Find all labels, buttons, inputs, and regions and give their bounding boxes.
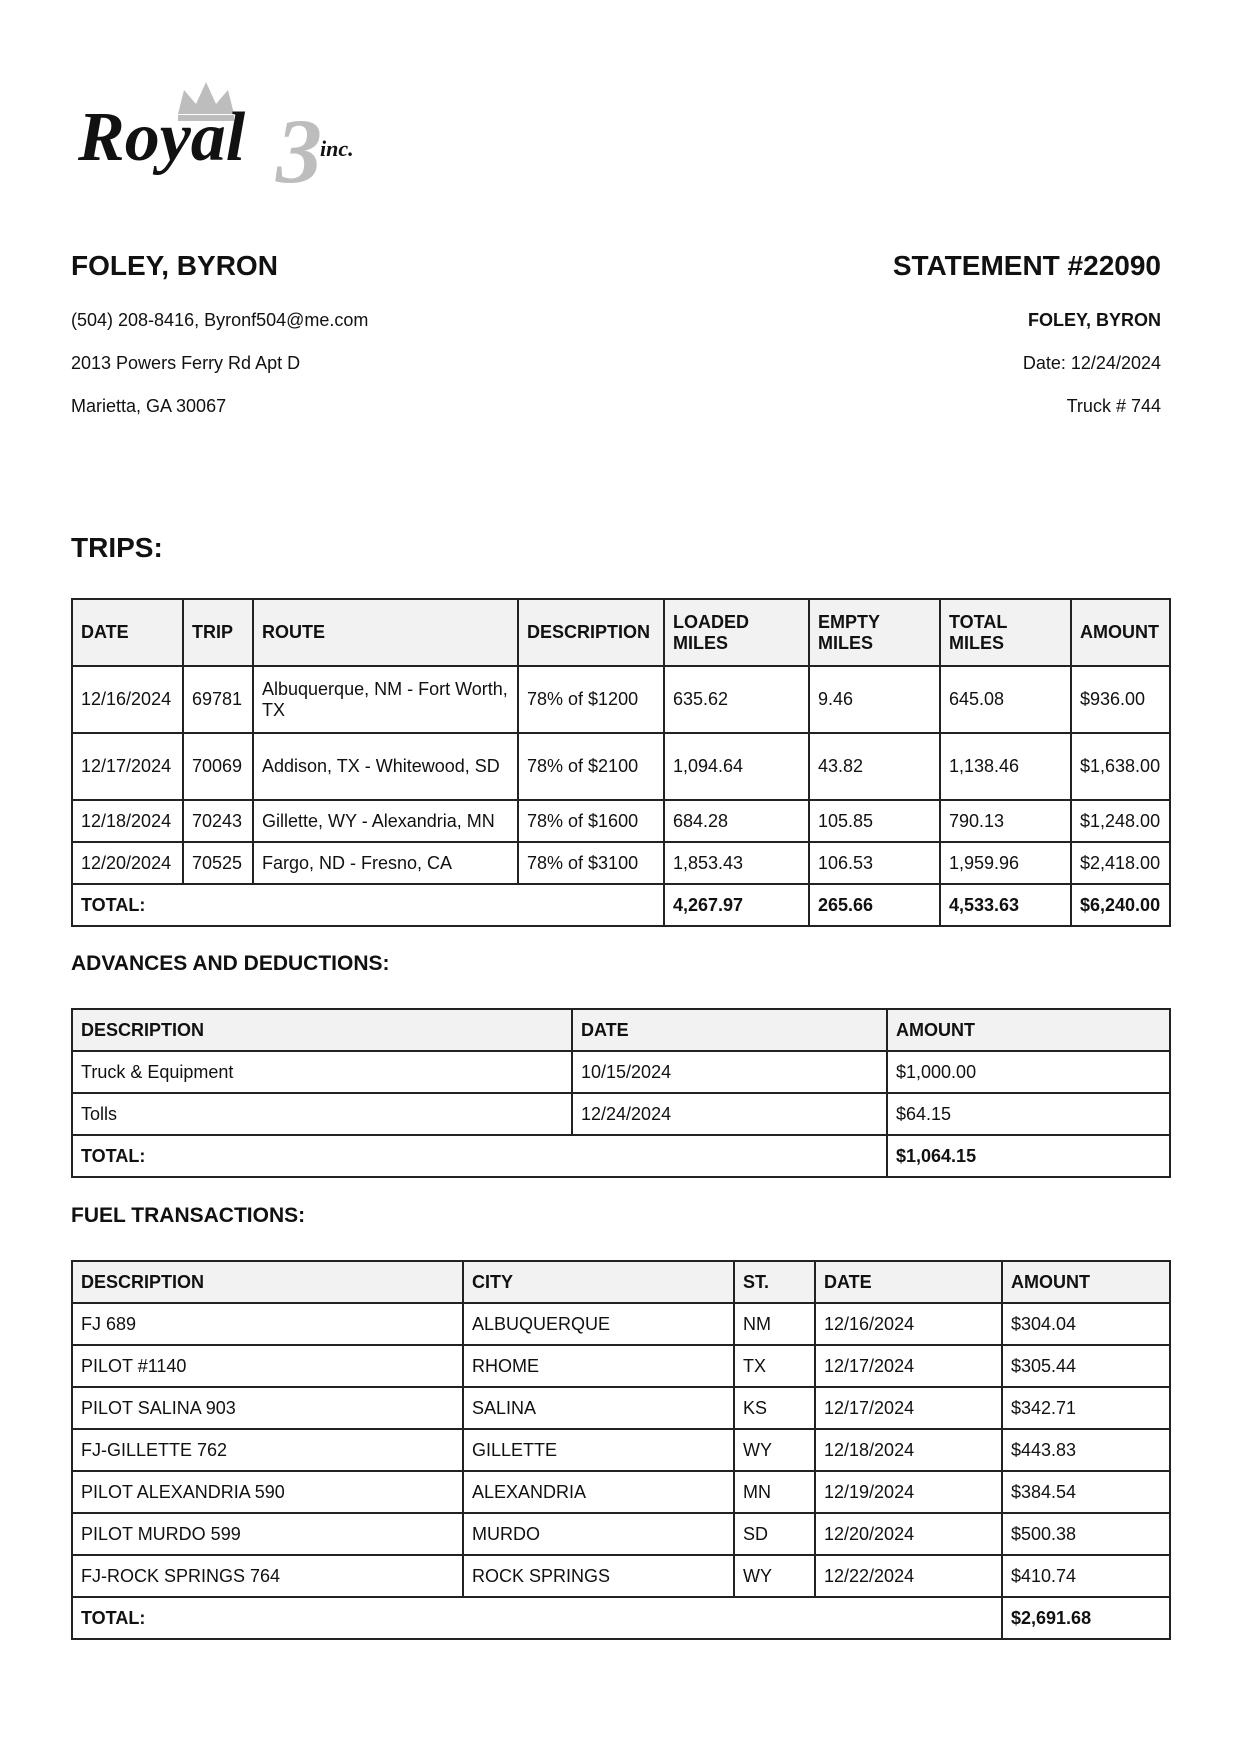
total-amount: $1,064.15 bbox=[887, 1135, 1170, 1177]
advances-title: ADVANCES AND DEDUCTIONS: bbox=[71, 952, 390, 975]
fuel-state: MN bbox=[734, 1471, 815, 1513]
logo-numeral: 3 bbox=[276, 100, 322, 190]
col-date: DATE bbox=[572, 1009, 887, 1051]
driver-address-line2: Marietta, GA 30067 bbox=[71, 396, 227, 416]
total-empty-miles: 265.66 bbox=[809, 884, 940, 926]
trip-loaded-miles: 1,853.43 bbox=[664, 842, 809, 884]
trip-number: 70069 bbox=[183, 733, 253, 800]
table-row bbox=[72, 1429, 1170, 1471]
col-description: DESCRIPTION bbox=[72, 1261, 463, 1303]
trip-empty-miles: 105.85 bbox=[809, 800, 940, 842]
trip-empty-miles: 43.82 bbox=[809, 733, 940, 800]
trip-description: 78% of $3100 bbox=[518, 842, 664, 884]
advance-description: Truck & Equipment bbox=[72, 1051, 572, 1093]
trip-amount: $1,248.00 bbox=[1071, 800, 1170, 842]
fuel-state: TX bbox=[734, 1345, 815, 1387]
col-description: DESCRIPTION bbox=[518, 599, 664, 666]
advance-description: Tolls bbox=[72, 1093, 572, 1135]
col-date: DATE bbox=[815, 1261, 1002, 1303]
table-row bbox=[72, 842, 1170, 884]
col-amount: AMOUNT bbox=[1071, 599, 1170, 666]
total-total-miles: 4,533.63 bbox=[940, 884, 1071, 926]
trips-table bbox=[71, 598, 1171, 927]
table-row bbox=[72, 1555, 1170, 1597]
driver-name: FOLEY, BYRON bbox=[71, 250, 278, 281]
advances-total-row bbox=[72, 1135, 1170, 1177]
fuel-amount: $500.38 bbox=[1002, 1513, 1170, 1555]
trip-route: Gillette, WY - Alexandria, MN bbox=[253, 800, 518, 842]
fuel-state: KS bbox=[734, 1387, 815, 1429]
fuel-amount: $342.71 bbox=[1002, 1387, 1170, 1429]
total-loaded-miles: 4,267.97 bbox=[664, 884, 809, 926]
fuel-amount: $384.54 bbox=[1002, 1471, 1170, 1513]
fuel-date: 12/19/2024 bbox=[815, 1471, 1002, 1513]
trip-total-miles: 1,138.46 bbox=[940, 733, 1071, 800]
trip-number: 70243 bbox=[183, 800, 253, 842]
trip-total-miles: 790.13 bbox=[940, 800, 1071, 842]
total-label: TOTAL: bbox=[72, 884, 664, 926]
fuel-state: WY bbox=[734, 1429, 815, 1471]
fuel-state: SD bbox=[734, 1513, 815, 1555]
trip-description: 78% of $1600 bbox=[518, 800, 664, 842]
trip-route: Fargo, ND - Fresno, CA bbox=[253, 842, 518, 884]
trip-description: 78% of $1200 bbox=[518, 666, 664, 733]
trip-loaded-miles: 635.62 bbox=[664, 666, 809, 733]
trip-total-miles: 1,959.96 bbox=[940, 842, 1071, 884]
fuel-amount: $304.04 bbox=[1002, 1303, 1170, 1345]
advance-date: 12/24/2024 bbox=[572, 1093, 887, 1135]
col-loaded-miles: LOADED MILES bbox=[664, 599, 809, 666]
fuel-city: GILLETTE bbox=[463, 1429, 734, 1471]
fuel-date: 12/16/2024 bbox=[815, 1303, 1002, 1345]
col-amount: AMOUNT bbox=[887, 1009, 1170, 1051]
fuel-total-row bbox=[72, 1597, 1170, 1639]
fuel-date: 12/22/2024 bbox=[815, 1555, 1002, 1597]
fuel-date: 12/17/2024 bbox=[815, 1345, 1002, 1387]
fuel-description: PILOT ALEXANDRIA 590 bbox=[72, 1471, 463, 1513]
fuel-description: FJ-GILLETTE 762 bbox=[72, 1429, 463, 1471]
table-row bbox=[72, 1345, 1170, 1387]
col-trip: TRIP bbox=[183, 599, 253, 666]
fuel-description: FJ 689 bbox=[72, 1303, 463, 1345]
col-amount: AMOUNT bbox=[1002, 1261, 1170, 1303]
trip-loaded-miles: 1,094.64 bbox=[664, 733, 809, 800]
trip-route: Addison, TX - Whitewood, SD bbox=[253, 733, 518, 800]
table-row bbox=[72, 1093, 1170, 1135]
fuel-description: PILOT #1140 bbox=[72, 1345, 463, 1387]
fuel-city: RHOME bbox=[463, 1345, 734, 1387]
trips-title: TRIPS: bbox=[71, 532, 163, 563]
fuel-date: 12/20/2024 bbox=[815, 1513, 1002, 1555]
total-amount: $2,691.68 bbox=[1002, 1597, 1170, 1639]
company-logo bbox=[76, 78, 386, 190]
trip-number: 69781 bbox=[183, 666, 253, 733]
total-label: TOTAL: bbox=[72, 1135, 887, 1177]
fuel-amount: $305.44 bbox=[1002, 1345, 1170, 1387]
table-row bbox=[72, 1387, 1170, 1429]
advances-header-row bbox=[72, 1009, 1170, 1051]
fuel-state: NM bbox=[734, 1303, 815, 1345]
trip-amount: $1,638.00 bbox=[1071, 733, 1170, 800]
table-row bbox=[72, 1471, 1170, 1513]
fuel-city: MURDO bbox=[463, 1513, 734, 1555]
fuel-header-row bbox=[72, 1261, 1170, 1303]
trip-description: 78% of $2100 bbox=[518, 733, 664, 800]
fuel-title: FUEL TRANSACTIONS: bbox=[71, 1204, 306, 1227]
col-route: ROUTE bbox=[253, 599, 518, 666]
advance-amount: $1,000.00 bbox=[887, 1051, 1170, 1093]
table-row bbox=[72, 733, 1170, 800]
total-label: TOTAL: bbox=[72, 1597, 1002, 1639]
statement-title: STATEMENT #22090 bbox=[892, 250, 1161, 281]
fuel-amount: $410.74 bbox=[1002, 1555, 1170, 1597]
fuel-amount: $443.83 bbox=[1002, 1429, 1170, 1471]
table-row bbox=[72, 666, 1170, 733]
statement-driver-name: FOLEY, BYRON bbox=[1027, 310, 1161, 330]
fuel-description: PILOT MURDO 599 bbox=[72, 1513, 463, 1555]
driver-address-line1: 2013 Powers Ferry Rd Apt D bbox=[71, 353, 301, 373]
fuel-city: ALEXANDRIA bbox=[463, 1471, 734, 1513]
fuel-description: PILOT SALINA 903 bbox=[72, 1387, 463, 1429]
table-row bbox=[72, 800, 1170, 842]
fuel-date: 12/18/2024 bbox=[815, 1429, 1002, 1471]
advance-amount: $64.15 bbox=[887, 1093, 1170, 1135]
driver-contact: (504) 208-8416, Byronf504@me.com bbox=[71, 310, 369, 330]
table-row bbox=[72, 1303, 1170, 1345]
trip-date: 12/20/2024 bbox=[72, 842, 183, 884]
trips-header-row bbox=[72, 599, 1170, 666]
statement-truck: Truck # 744 bbox=[1066, 396, 1161, 416]
trips-total-row bbox=[72, 884, 1170, 926]
trip-date: 12/18/2024 bbox=[72, 800, 183, 842]
advances-table bbox=[71, 1008, 1171, 1178]
statement-date: Date: 12/24/2024 bbox=[1022, 353, 1161, 373]
logo-text: Royal bbox=[78, 99, 246, 176]
trip-loaded-miles: 684.28 bbox=[664, 800, 809, 842]
fuel-state: WY bbox=[734, 1555, 815, 1597]
trip-amount: $936.00 bbox=[1071, 666, 1170, 733]
col-state: ST. bbox=[734, 1261, 815, 1303]
col-description: DESCRIPTION bbox=[72, 1009, 572, 1051]
table-row bbox=[72, 1051, 1170, 1093]
col-empty-miles: EMPTY MILES bbox=[809, 599, 940, 666]
col-total-miles: TOTAL MILES bbox=[940, 599, 1071, 666]
fuel-city: ROCK SPRINGS bbox=[463, 1555, 734, 1597]
crown-icon bbox=[76, 78, 386, 190]
fuel-city: SALINA bbox=[463, 1387, 734, 1429]
table-row bbox=[72, 1513, 1170, 1555]
trip-empty-miles: 106.53 bbox=[809, 842, 940, 884]
trip-number: 70525 bbox=[183, 842, 253, 884]
col-city: CITY bbox=[463, 1261, 734, 1303]
fuel-city: ALBUQUERQUE bbox=[463, 1303, 734, 1345]
trip-empty-miles: 9.46 bbox=[809, 666, 940, 733]
trip-date: 12/16/2024 bbox=[72, 666, 183, 733]
trip-route: Albuquerque, NM - Fort Worth, TX bbox=[253, 666, 518, 733]
fuel-description: FJ-ROCK SPRINGS 764 bbox=[72, 1555, 463, 1597]
fuel-table bbox=[71, 1260, 1171, 1640]
fuel-date: 12/17/2024 bbox=[815, 1387, 1002, 1429]
trip-date: 12/17/2024 bbox=[72, 733, 183, 800]
total-amount: $6,240.00 bbox=[1071, 884, 1170, 926]
advance-date: 10/15/2024 bbox=[572, 1051, 887, 1093]
trip-amount: $2,418.00 bbox=[1071, 842, 1170, 884]
col-date: DATE bbox=[72, 599, 183, 666]
logo-suffix: inc. bbox=[320, 136, 354, 161]
trip-total-miles: 645.08 bbox=[940, 666, 1071, 733]
